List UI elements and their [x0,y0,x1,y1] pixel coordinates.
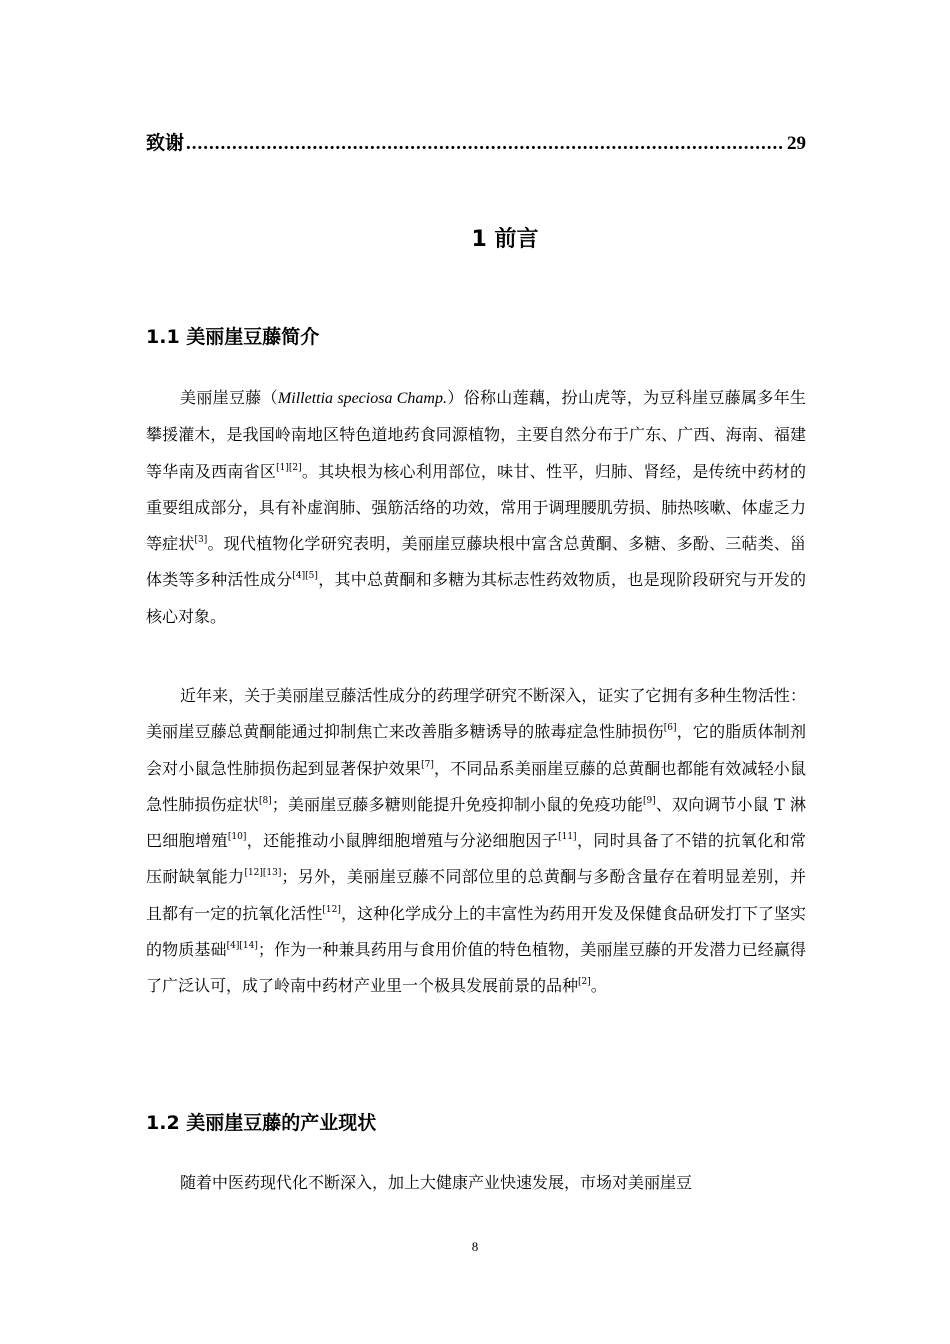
text-run: 。现代植物化学研究表明，美丽崖豆藤块根中富含总黄酮、多糖、多酚、三萜类、甾体类等多种活性成分 [146,534,806,590]
text-run: ，这种化学成分上的丰富性为药用开发及保健食品研发打下了坚实的物质基础 [146,903,806,960]
text-run: ；作为一种兼具药用与食用价值的特色植物，美丽崖豆藤的开发潜力已经赢得了广泛认可，成了岭南中药材产业里一个极具发展前景的品种 [146,940,806,996]
text-run: ，其中总黄酮和多糖为其标志性药效物质，也是现阶段研究与开发的核心对象。 [146,570,806,626]
text-run: ，不同品系美丽崖豆藤的总黄酮也都能有效减轻小鼠急性肺损伤症状 [146,758,806,814]
toc-entry[interactable] [146,128,806,156]
citation-ref: [8] [258,795,272,806]
text-run: ；另外，美丽崖豆藤不同部位里的总黄酮与多酚含量存在着明显差别，并且都有一定的抗氧化活性 [146,867,806,923]
text-run: 、双向调节小鼠 T 淋巴细胞增殖 [146,794,806,851]
text-run: 随着中医药现代化不断深入，加上大健康产业快速发展，市场对美丽崖豆 [180,1173,693,1192]
citation-ref: [12][13] [244,868,282,879]
toc-label: 致谢 [146,133,185,154]
text-run: 。 [590,976,607,996]
citation-ref: [4][14] [226,941,258,952]
toc-page-number: 29 [787,133,806,154]
citation-ref: [4][5] [292,571,318,582]
paragraph [146,678,806,1005]
toc-leader-dots [186,133,785,155]
text-run: 。其块根为核心利用部位，味甘、性平，归肺、肾经，是传统中药材的重要组成部分，具有补虚润肺、强筋活络的功效，常用于调理腰肌劳损、肺热咳嗽、体虚乏力等症状 [146,461,806,554]
text-run: ）俗称山莲藕，扮山虎等，为豆科崖豆藤属多年生攀援灌木，是我国岭南地区特色道地药食同源植物，主要自然分布于广东、广西、海南、福建等华南及西南省区 [146,388,806,481]
citation-ref: [6] [663,723,677,734]
citation-ref: [11] [558,832,577,843]
citation-ref: [2] [578,977,591,988]
citation-ref: [7] [421,759,434,770]
section-title-1-1: 1.1 美丽崖豆藤简介 [146,326,320,348]
citation-ref: [3] [194,535,208,546]
text-run: ；美丽崖豆藤多糖则能提升免疫抑制小鼠的免疫功能 [271,794,643,814]
latin-name: Millettia speciosa Champ. [277,390,447,407]
paragraph [146,380,806,635]
text-run: 美丽崖豆藤（ [180,388,278,407]
citation-ref: [10] [227,832,247,843]
chapter-title: 1 前言 [471,227,539,252]
text-run: ，它的脂质体制剂会对小鼠急性肺损伤起到显著保护效果 [146,722,806,778]
citation-ref: [1][2] [276,462,302,473]
page-number: 8 [471,1239,479,1254]
text-run: ，同时具备了不错的抗氧化和常压耐缺氧能力 [146,831,806,887]
section-title-1-2: 1.2 美丽崖豆藤的产业现状 [146,1112,377,1134]
text-run: ，还能推动小鼠脾细胞增殖与分泌细胞因子 [246,831,559,851]
text-run: 近年来，关于美丽崖豆藤活性成分的药理学研究不断深入，证实了它拥有多种生物活性：美丽崖豆藤总黄酮能通过抑制焦亡来改善脂多糖诱导的脓毒症急性肺损伤 [146,686,806,742]
paragraph [146,1165,806,1201]
citation-ref: [9] [642,795,656,806]
citation-ref: [12] [322,904,341,915]
